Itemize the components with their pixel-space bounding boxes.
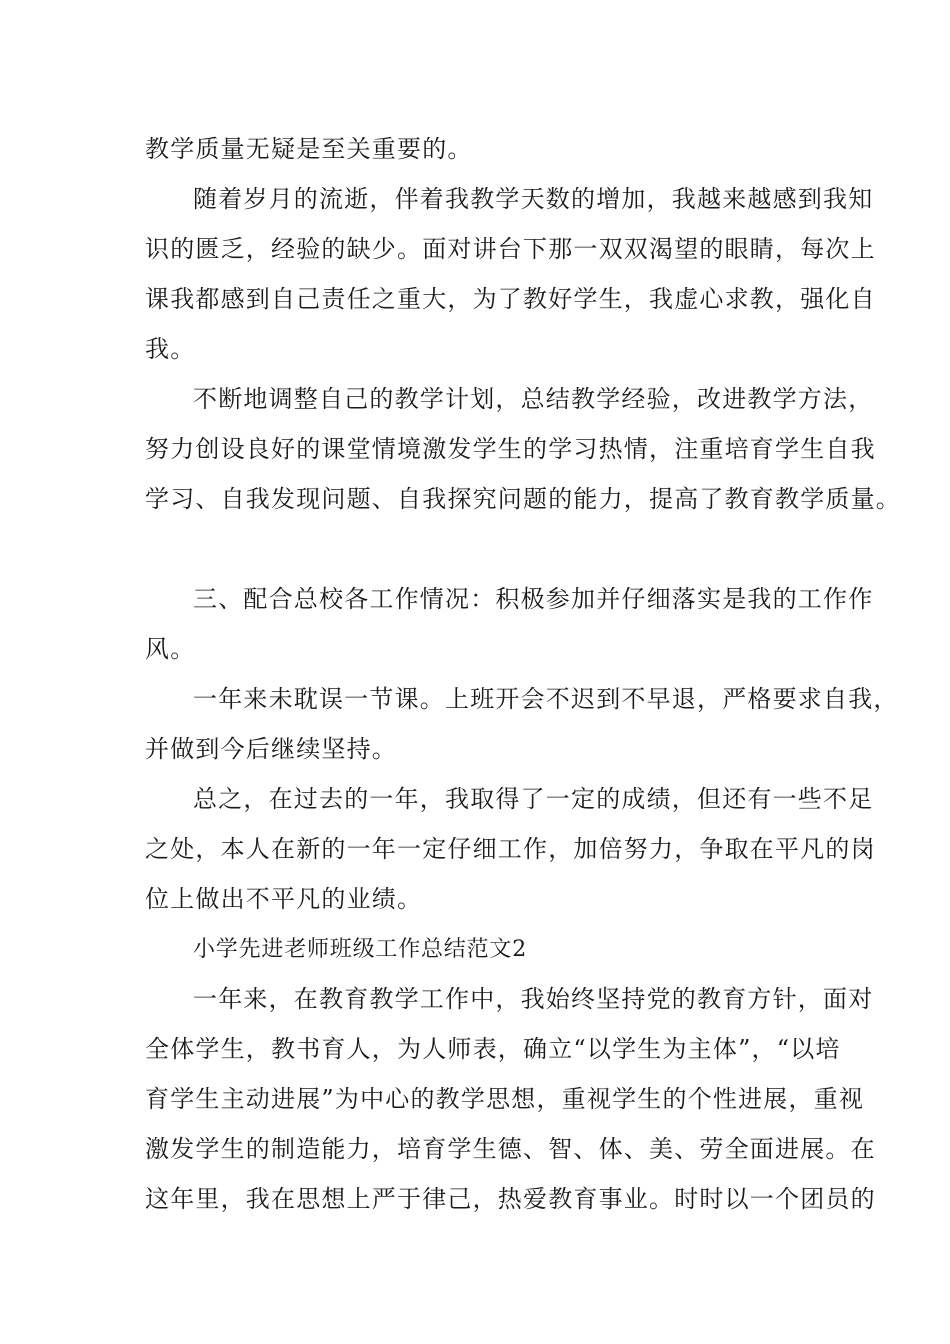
paragraph-line: 全体学生，教书育人，为人师表，确立“以学生为主体”，“以培 — [145, 1035, 841, 1063]
paragraph-line: 位上做出不平凡的业绩。 — [145, 885, 423, 913]
paragraph-line: 我。 — [145, 335, 196, 363]
paragraph-line: 一年来未耽误一节课。上班开会不迟到不早退，严格要求自我， — [193, 685, 899, 713]
paragraph-line: 不断地调整自己的教学计划，总结教学经验，改进教学方法， — [193, 385, 874, 413]
paragraph-line: 这年里，我在思想上严于律己，热爱教育事业。时时以一个团员的 — [145, 1185, 876, 1213]
paragraph-line: 激发学生的制造能力，培育学生德、智、体、美、劳全面进展。在 — [145, 1135, 876, 1163]
section-heading-line: 三、配合总校各工作情况：积极参加并仔细落实是我的工作作 — [193, 585, 874, 613]
paragraph-line: 之处，本人在新的一年一定仔细工作，加倍努力，争取在平凡的岗 — [145, 835, 876, 863]
paragraph-line: 随着岁月的流逝，伴着我教学天数的增加，我越来越感到我知 — [193, 185, 874, 213]
paragraph-line: 学习、自我发现问题、自我探究问题的能力，提高了教育教学质量。 — [145, 485, 901, 513]
paragraph-line: 努力创设良好的课堂情境激发学生的学习热情，注重培育学生自我 — [145, 435, 876, 463]
paragraph-line: 总之，在过去的一年，我取得了一定的成绩，但还有一些不足 — [193, 785, 874, 813]
paragraph-line: 并做到今后继续坚持。 — [145, 735, 397, 763]
paragraph-line: 识的匮乏，经验的缺少。面对讲台下那一双双渴望的眼睛，每次上 — [145, 235, 876, 263]
document-subtitle: 小学先进老师班级工作总结范文2 — [193, 937, 527, 962]
paragraph-line: 教学质量无疑是至关重要的。 — [145, 135, 473, 163]
paragraph-line: 风。 — [145, 635, 196, 663]
paragraph-line: 一年来，在教育教学工作中，我始终坚持党的教育方针，面对 — [193, 985, 874, 1013]
paragraph-line: 育学生主动进展”为中心的教学思想，重视学生的个性进展，重视 — [145, 1085, 865, 1113]
paragraph-line: 课我都感到自己责任之重大，为了教好学生，我虚心求教，强化自 — [145, 285, 876, 313]
